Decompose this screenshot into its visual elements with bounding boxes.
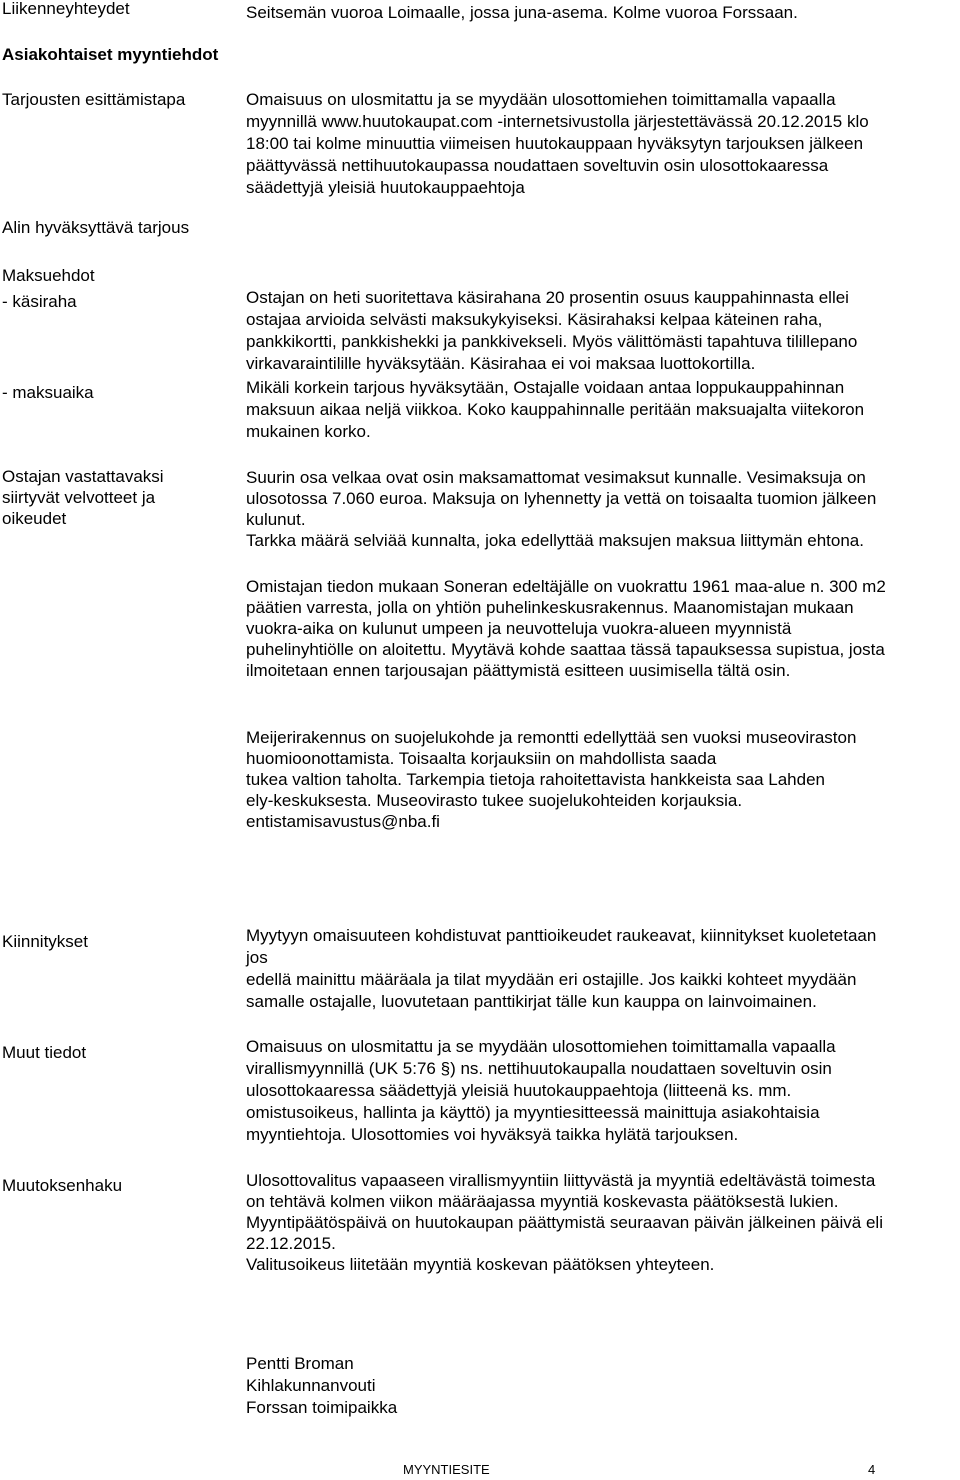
page-number: 4 (868, 1462, 876, 1477)
signature-title: Kihlakunnanvouti (246, 1376, 376, 1395)
value-maksuaika: Mikäli korkein tarjous hyväksytään, Ostajalle voidaan antaa loppukauppahinnan maksuun aikaa neljä viikkoa. Koko kauppahinnalle peritään maksuajalta viitekoron mukainen korko. (246, 378, 865, 441)
value-muut-tiedot: Omaisuus on ulosmitattu ja se myydään ulosottomiehen toimittamalla vapaalla virallismyynnillä (UK 5:76 §) ns. nettihuutokaupalla noudattaen soveltuvin osin ulosottokaaressa säädettyjä yleisiä huutokauppaehtoja (liitteenä ks. mm. omistusoikeus, hallinta ja käyttö) ja myyntiesitteessä mainittuja asiakohtaisia myyntiehtoja. Ulosottomies voi hyväksyä taikka hylätä tarjouksen. (246, 1037, 836, 1144)
value-vastattavaksi-block2: Omistajan tiedon mukaan Soneran edeltäjälle on vuokrattu 1961 maa-alue n. 300 m2 päätien varresta, jolla on yhtiön puhelinkeskusrakennus. Maanomistajan mukaan vuokra-aika on kulunut umpeen ja neuvotteluja vuokra-alueen myynnistä puhelinyhtiölle on aloitettu. Myytävä kohde saattaa tässä tapauksessa supistua, josta ilmoitetaan ennen tarjousajan päättymistä esitteen uusimisella tältä osin. (246, 577, 886, 680)
value-vastattavaksi-block3: Meijerirakennus on suojelukohde ja remontti edellyttää sen vuoksi museoviraston huomioonottamista. Toisaalta korjauksiin on mahdollista saada tukea valtion taholta. Tarkempia tietoja rahoitettavista hankkeista saa Lahden ely-keskuksesta. Museovirasto tukee suojelukohteiden korjauksia. entistamisavustus@nba.fi (246, 728, 857, 831)
label-kiinnitykset: Kiinnitykset (2, 932, 88, 951)
section-heading: Asiakohtaiset myyntiehdot (2, 45, 219, 64)
value-vastattavaksi-block1: Suurin osa velkaa ovat osin maksamattomat vesimaksut kunnalle. Vesimaksuja on ulosotossa 7.060 euroa. Maksuja on lyhennetty ja vettä on toisaalta tuomion jälkeen kulunut. Tarkka määrä selviää kunnalta, joka edellyttää maksujen maksua liittymän ehtona. (246, 468, 877, 550)
label-ostajan-vastattavaksi: Ostajan vastattavaksi siirtyvät velvotteet ja oikeudet (2, 467, 164, 528)
signature-block (246, 1353, 397, 1419)
label-muut-tiedot: Muut tiedot (2, 1043, 87, 1062)
label-tarjousten-esittamistapa: Tarjousten esittämistapa (2, 90, 186, 109)
label-maksuehdot: Maksuehdot (2, 266, 95, 285)
value-liikenneyhteydet: Seitsemän vuoroa Loimaalle, jossa juna-asema. Kolme vuoroa Forssaan. (246, 3, 798, 22)
label-liikenneyhteydet: Liikenneyhteydet (2, 0, 130, 18)
label-kasiraha: - käsiraha (2, 292, 77, 311)
label-maksuaika: - maksuaika (2, 383, 94, 402)
footer-title: MYYNTIESITE (403, 1462, 490, 1477)
value-muutoksenhaku: Ulosottovalitus vapaaseen virallismyyntiin liittyvästä ja myyntiä edeltävästä toimesta on tehtävä kolmen viikon määräajassa myyntiä koskevasta päätöksestä lukien. Myyntipäätöspäivä on huutokaupan päättymistä seuraavan päivän jälkeinen päivä eli 22.12.2015. Valitusoikeus liitetään myyntiä koskevan päätöksen yhteyteen. (246, 1171, 883, 1274)
label-muutoksenhaku: Muutoksenhaku (2, 1176, 123, 1195)
signature-office: Forssan toimipaikka (246, 1398, 398, 1417)
value-kiinnitykset: Myytyyn omaisuuteen kohdistuvat panttioikeudet raukeavat, kiinnitykset kuoletetaan jos edellä mainittu määräala ja tilat myydään eri ostajille. Jos kaikki kohteet myydään samalle ostajalle, luovutetaan panttikirjat tälle kun kauppa on lainvoimainen. (246, 926, 877, 1011)
value-tarjousten-esittamistapa: Omaisuus on ulosmitattu ja se myydään ulosottomiehen toimittamalla vapaalla myynnillä www.huutokaupat.com -internetsivustolla järjestettävässä 20.12.2015 klo 18:00 tai kolme minuuttia viimeisen huutokauppaan hyväksytyn tarjouksen jälkeen päättyvässä nettihuutokaupassa noudattaen soveltuvin osin ulosottokaaressa säädettyjä yleisiä huutokauppaehtoja (246, 90, 869, 197)
value-kasiraha: Ostajan on heti suoritettava käsirahana 20 prosentin osuus kauppahinnasta ellei ostajaa arvioida selvästi maksukykyiseksi. Käsirahaksi kelpaa käteinen raha, pankkikortti, pankkishekki ja pankkivekseli. Myös välittömästi tapahtuva tilillepano virkavaraintilille hyväksytään. Käsirahaa ei voi maksaa luottokortilla. (246, 288, 858, 373)
signature-name: Pentti Broman (246, 1354, 354, 1373)
label-alin-hyvaksyttava-tarjous: Alin hyväksyttävä tarjous (2, 218, 190, 237)
